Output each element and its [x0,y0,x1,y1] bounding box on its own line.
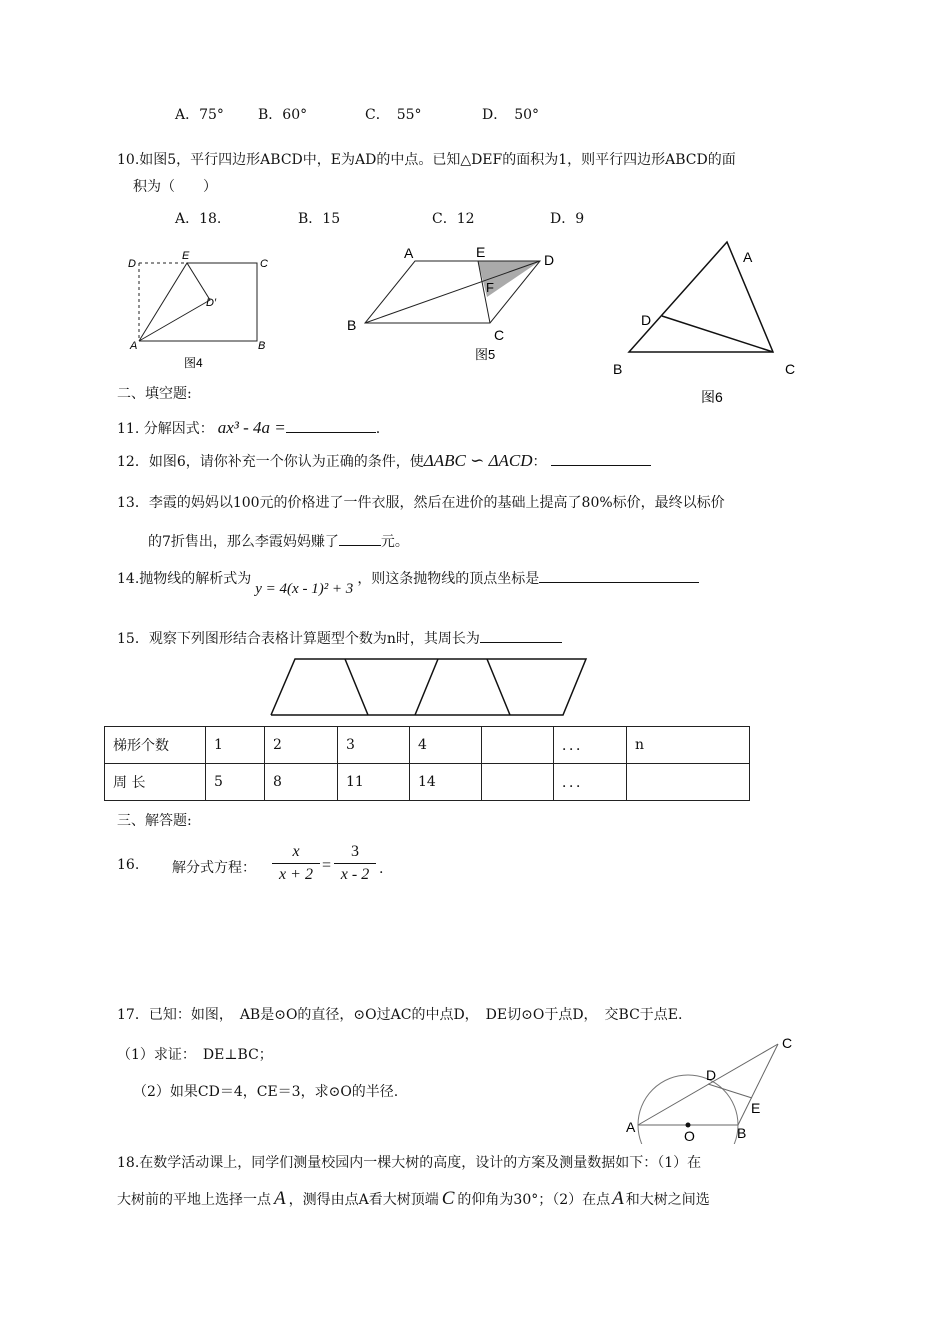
q14-expression: y = 4(x - 1)² + 3 [255,581,354,597]
q13-line1: 13．李霞的妈妈以100元的价格进了一件衣服，然后在进价的基础上提高了80%标价，最终以标价 [117,495,725,511]
trapezoid-table [104,726,750,801]
q14-blank[interactable] [539,568,699,583]
fig6-line-dc [662,316,773,352]
fig5-diagonal-bd [365,261,540,323]
q11 [117,418,380,438]
q16-denominator-right: x - 2 [334,863,376,884]
table-cell: 周 长 [105,764,206,801]
fig5-label-c: C [494,327,505,343]
fig4-label-e: E [182,250,190,262]
q18-line2-part2: ，测得由点A看大树顶端 [288,1192,439,1208]
q16-fraction-right [334,843,376,884]
fig4-label-a: A [130,340,138,352]
q9-option-d: D． 50° [482,107,540,123]
fig4-fold [139,263,210,341]
table-cell [627,764,750,801]
q16-fraction-left [272,843,320,884]
table-cell: 11 [338,764,410,801]
q13-line2 [148,531,409,551]
fig4-label-b: B [258,340,266,352]
table-cell [482,727,554,764]
q11-suffix: . [375,421,381,437]
table-cell: 14 [410,764,482,801]
q10-line1: 10.如图5，平行四边形ABCD中，E为AD的中点。已知△DEF的面积为1，则平行四边形ABCD的面 [117,152,736,168]
q17-line1: 17．已知：如图， AB是⊙O的直径，⊙O过AC的中点D， DE切⊙O于点D， 交BC于点E. [117,1007,683,1023]
q15-blank[interactable] [480,628,562,643]
q13-blank[interactable] [339,531,381,546]
q18-line2-part3: 的仰角为30°；（2）在点 [457,1192,611,1208]
q9-option-a: A．75° [175,107,224,123]
figure-5 [340,240,570,365]
q18-point-c: C [441,1188,455,1209]
table-row [105,764,750,801]
q11-expression: ax³ - 4a = [217,418,286,437]
q16-label: 解分式方程： [172,860,256,876]
table-cell: 1 [206,727,265,764]
q14-suffix: ，则这条抛物线的顶点坐标是 [357,571,540,587]
q16-numerator-right: 3 [351,843,359,860]
q14 [117,568,699,597]
q9-option-c: C． 55° [365,107,422,123]
q18-line2-part4: 和大树之间选 [625,1192,710,1208]
section-3-heading: 三、解答题: [117,813,192,829]
table-cell: 3 [338,727,410,764]
fig17-label-e: E [751,1100,761,1116]
q12-blank[interactable] [551,451,651,466]
q16-equals: = [322,857,332,874]
fig17-label-c: C [782,1035,793,1051]
q16-number: 16. [117,857,140,873]
fig5-label-a: A [404,245,414,261]
table-cell: 梯形个数 [105,727,206,764]
q17-line2: （1）求证： DE⊥BC； [117,1047,273,1063]
q18-line1: 18.在数学活动课上，同学们测量校园内一棵大树的高度，设计的方案及测量数据如下：（1）在 [117,1155,702,1171]
fig4-label-c: C [260,258,268,270]
fig4-caption: 图4 [184,356,203,370]
table-cell: 4 [410,727,482,764]
q16-numerator-left: x [292,843,300,860]
q18-line2-part1: 大树前的平地上选择一点 [117,1192,271,1208]
trapezoid-divider-3 [487,659,510,715]
figure-6 [605,232,810,410]
trapezoid-divider-2 [415,659,438,715]
q9-option-b: B．60° [258,107,308,123]
fig6-label-a: A [743,249,753,265]
table-cell: 5 [206,764,265,801]
fig4-label-d: D [128,258,136,270]
q10-option-c: C．12 [432,211,475,227]
fig5-caption: 图5 [475,347,496,362]
fig6-label-d: D [641,312,652,328]
q17-line3: （2）如果CD＝4，CE＝3，求⊙O的半径. [133,1084,399,1100]
q15 [117,628,562,648]
q10-option-a: A．18. [175,211,222,227]
table-cell [482,764,554,801]
q10-option-b: B．15 [298,211,341,227]
fig4-rect [139,263,257,341]
fig6-caption: 图6 [701,389,723,405]
fig5-label-f: F [486,280,494,295]
fig6-label-c: C [785,361,796,377]
q12 [117,451,651,471]
fig17-center-point [686,1123,691,1128]
figure-17 [620,1032,800,1144]
trapezoid-strip-outline [271,659,586,715]
q11-blank[interactable] [286,418,376,433]
trapezoid-divider-1 [345,659,368,715]
q18-line2 [117,1188,710,1210]
q15-text: 15．观察下列图形结合表格计算题型个数为n时，其周长为 [117,631,480,647]
q14-prefix: 14.抛物线的解析式为 [117,571,252,587]
fig4-label-dprime: D′ [206,297,217,309]
q10-option-d: D．9 [550,211,585,227]
fig5-label-e: E [476,244,486,260]
table-cell: 2 [265,727,338,764]
table-cell: n [627,727,750,764]
q13-line2-unit: 元。 [380,534,409,550]
q10-line2: 积为（ ） [133,179,217,195]
trapezoid-strip-figure [268,655,593,719]
q12-prefix: 12．如图6，请你补充一个你认为正确的条件，使 [117,454,424,470]
table-cell: 8 [265,764,338,801]
section-2-heading: 二、填空题: [117,386,192,402]
q16-denominator-left: x + 2 [272,863,320,884]
q12-suffix: ： [532,454,547,470]
fig17-label-o: O [684,1128,695,1144]
figure-4 [120,245,285,375]
table-row [105,727,750,764]
q18-point-a-2: A [612,1188,624,1209]
fig17-label-b: B [737,1125,747,1141]
q11-prefix: 11. 分解因式： [117,421,214,437]
fig5-label-d: D [544,252,555,268]
q18-point-a: A [274,1188,286,1209]
fig6-label-b: B [613,361,623,377]
table-cell: ．．． [554,764,627,801]
fig5-label-b: B [347,317,357,333]
q13-line2-text: 的7折售出，那么李霞妈妈赚了 [148,534,339,550]
fig17-line-de [708,1084,752,1098]
q12-expression: ΔABC ∽ ΔACD [423,451,533,470]
q16-period: . [379,861,384,877]
fig17-label-a: A [626,1119,636,1135]
table-cell: ．．． [554,727,627,764]
fig17-label-d: D [706,1067,717,1083]
